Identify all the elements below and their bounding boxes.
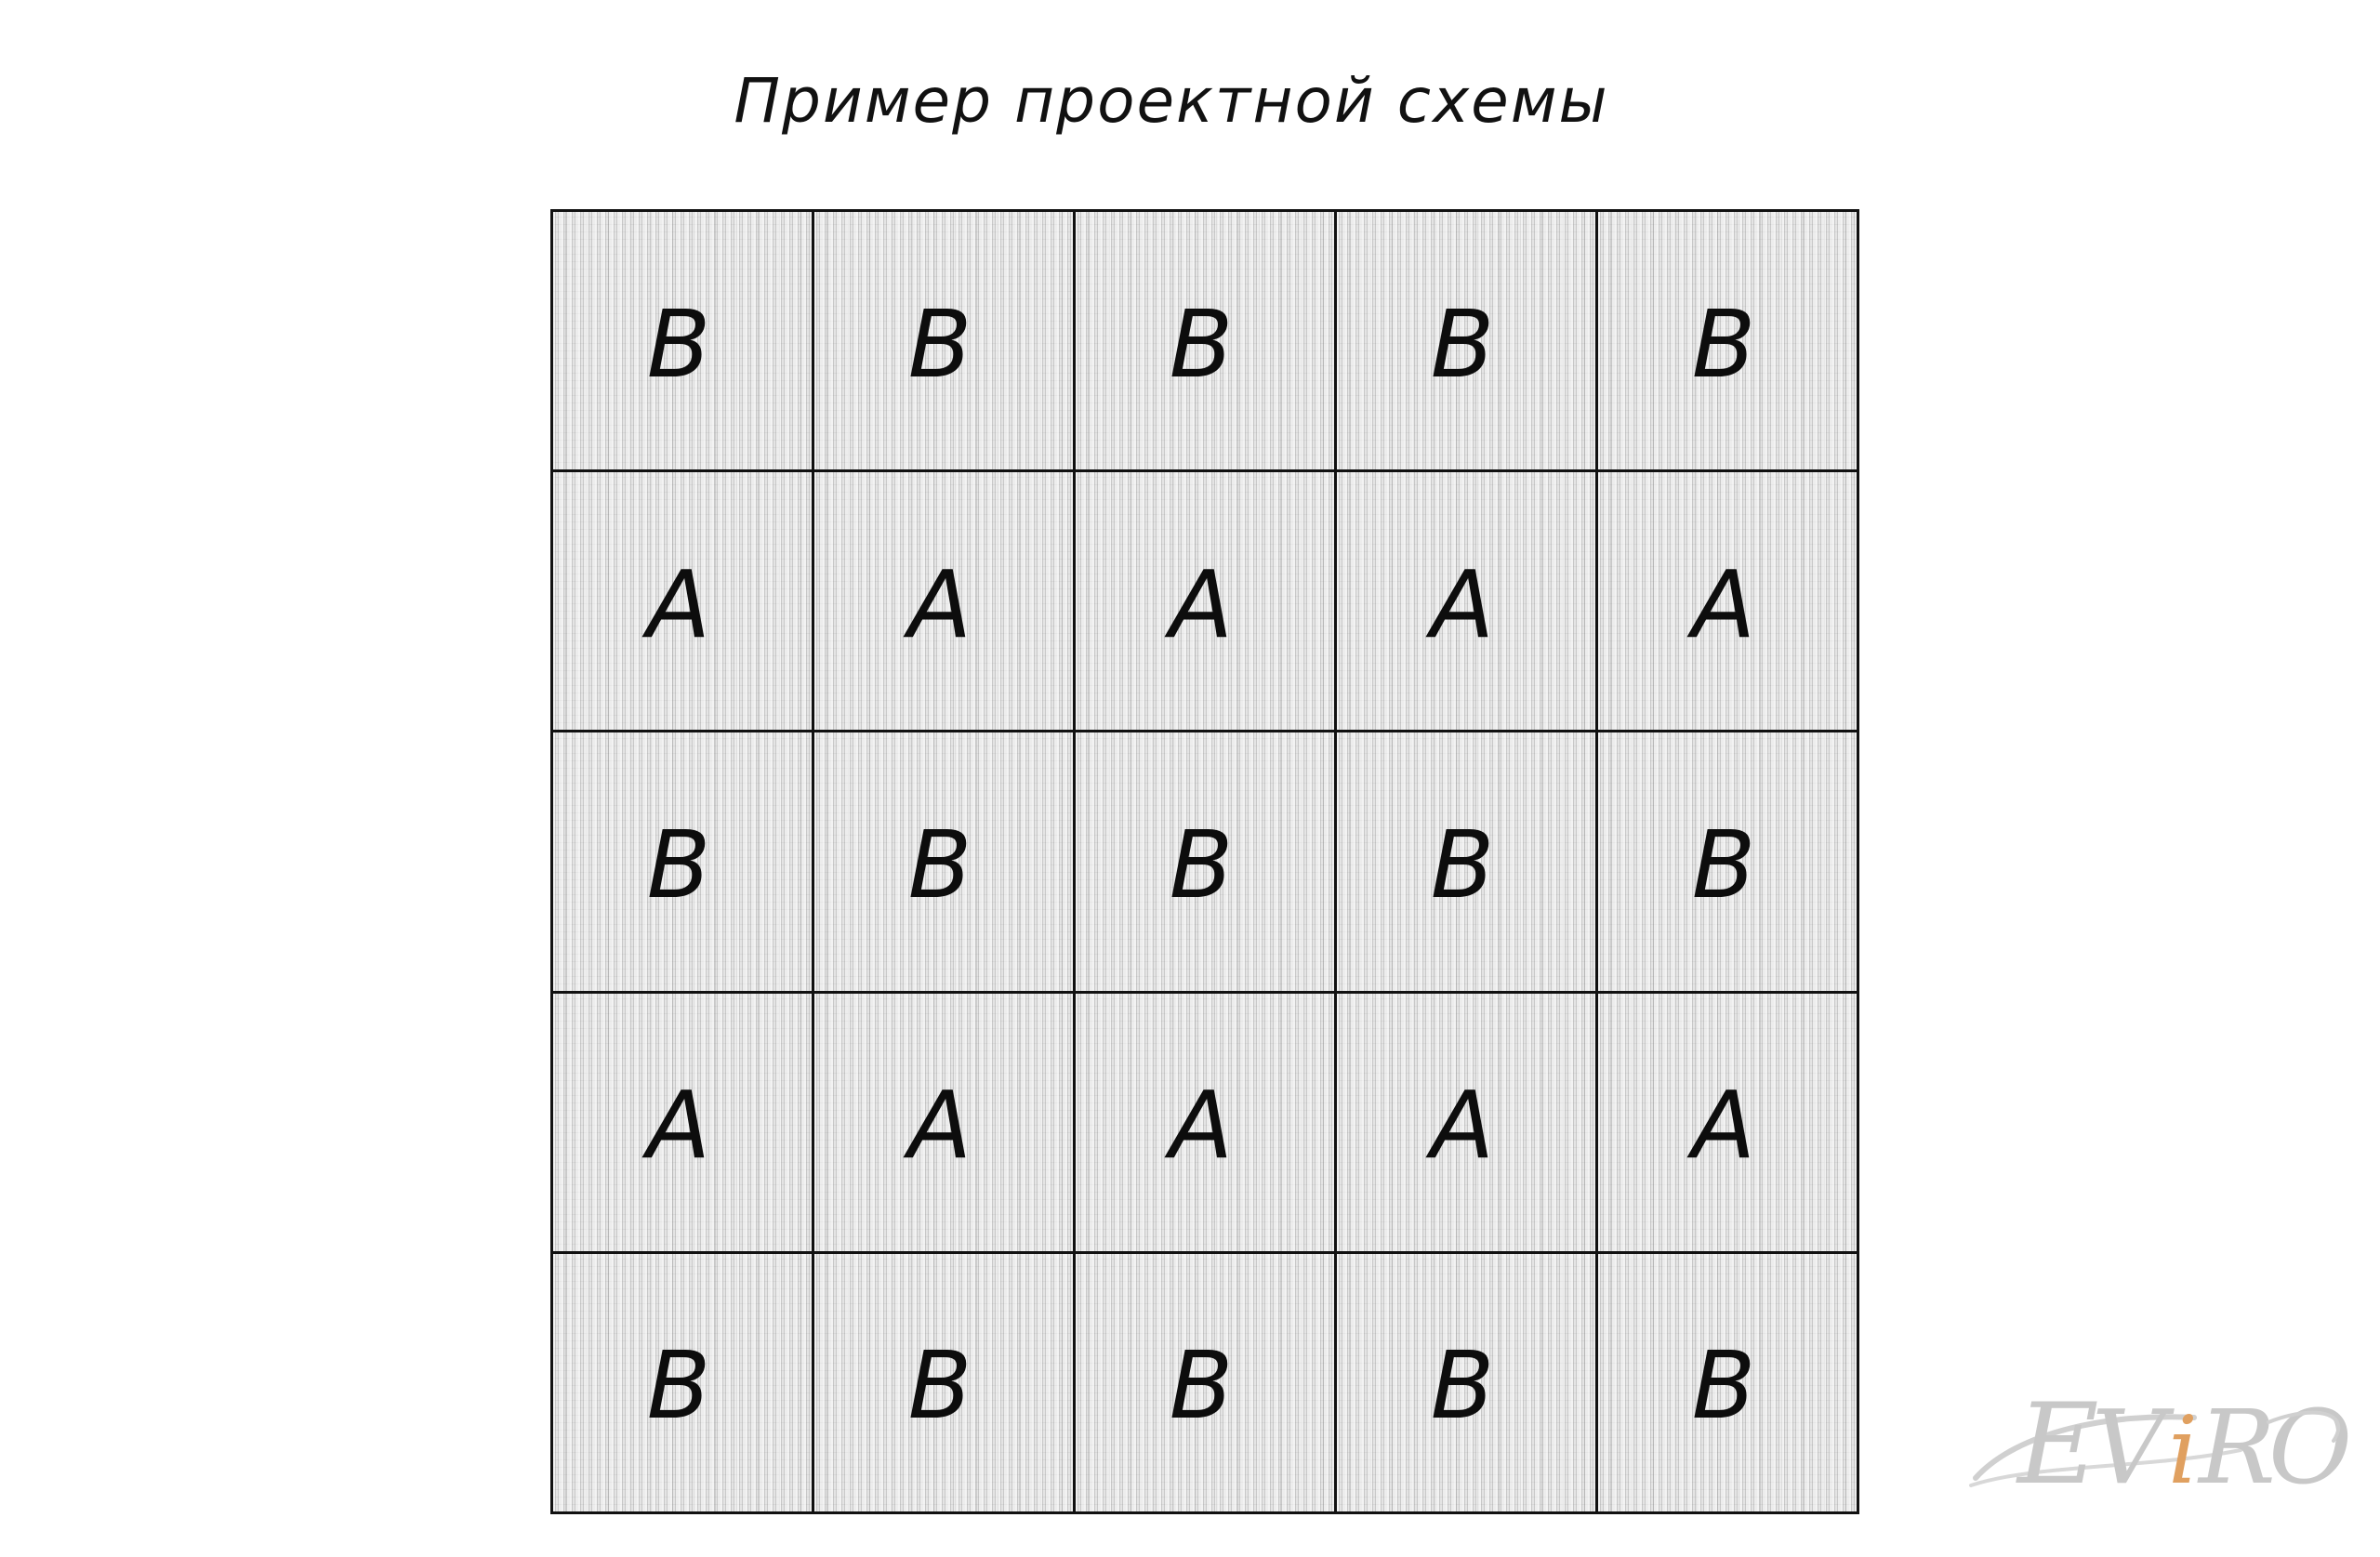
tile-b: [1337, 732, 1595, 990]
svg-text:O: O: [2268, 1388, 2352, 1507]
tile-a: [814, 472, 1073, 730]
tile-a: [1598, 472, 1857, 730]
tile-label: B: [1691, 810, 1756, 919]
tile-label: B: [907, 810, 972, 919]
tile-label: A: [1691, 549, 1756, 659]
tile-label: A: [646, 1071, 711, 1181]
tile-a: [1598, 994, 1857, 1251]
tile-b: [1598, 212, 1857, 469]
tile-b: [1076, 1254, 1334, 1511]
tile-label: B: [1169, 1331, 1234, 1441]
tile-a: [553, 472, 812, 730]
svg-text:i: i: [2168, 1396, 2198, 1505]
tile-b: [814, 212, 1073, 469]
tile-label: B: [1430, 1331, 1495, 1441]
tile-b: [1598, 732, 1857, 990]
tile-label: B: [1691, 289, 1756, 399]
svg-text:R: R: [2199, 1388, 2276, 1507]
tile-a: [1076, 472, 1334, 730]
tile-label: B: [646, 289, 711, 399]
tile-label: B: [1430, 810, 1495, 919]
tile-label: B: [1691, 1331, 1756, 1441]
tile-label: A: [646, 549, 711, 659]
tile-b: [1598, 1254, 1857, 1511]
tile-label: A: [1169, 1071, 1234, 1181]
tile-grid: [550, 209, 1859, 1514]
tile-a: [1337, 472, 1595, 730]
tile-label: B: [907, 289, 972, 399]
tile-b: [1337, 212, 1595, 469]
tile-label: A: [1691, 1071, 1756, 1181]
tile-b: [814, 1254, 1073, 1511]
eviro-logo: [1962, 1376, 2352, 1515]
tile-b: [1076, 212, 1334, 469]
diagram-title: Пример проектной схемы: [734, 65, 1609, 137]
tile-b: [1076, 732, 1334, 990]
tile-label: B: [1169, 289, 1234, 399]
tile-label: B: [646, 1331, 711, 1441]
tile-label: A: [907, 1071, 972, 1181]
tile-a: [814, 994, 1073, 1251]
svg-text:E: E: [2017, 1380, 2099, 1510]
tile-label: B: [646, 810, 711, 919]
tile-label: A: [1430, 1071, 1495, 1181]
tile-label: B: [1169, 810, 1234, 919]
tile-b: [553, 212, 812, 469]
tile-b: [553, 1254, 812, 1511]
tile-label: A: [1169, 549, 1234, 659]
tile-b: [814, 732, 1073, 990]
tile-label: B: [907, 1331, 972, 1441]
tile-b: [553, 732, 812, 990]
tile-label: A: [907, 549, 972, 659]
tile-a: [1337, 994, 1595, 1251]
tile-label: A: [1430, 549, 1495, 659]
tile-b: [1337, 1254, 1595, 1511]
svg-text:V: V: [2092, 1388, 2166, 1507]
tile-a: [1076, 994, 1334, 1251]
tile-a: [553, 994, 812, 1251]
tile-label: B: [1430, 289, 1495, 399]
